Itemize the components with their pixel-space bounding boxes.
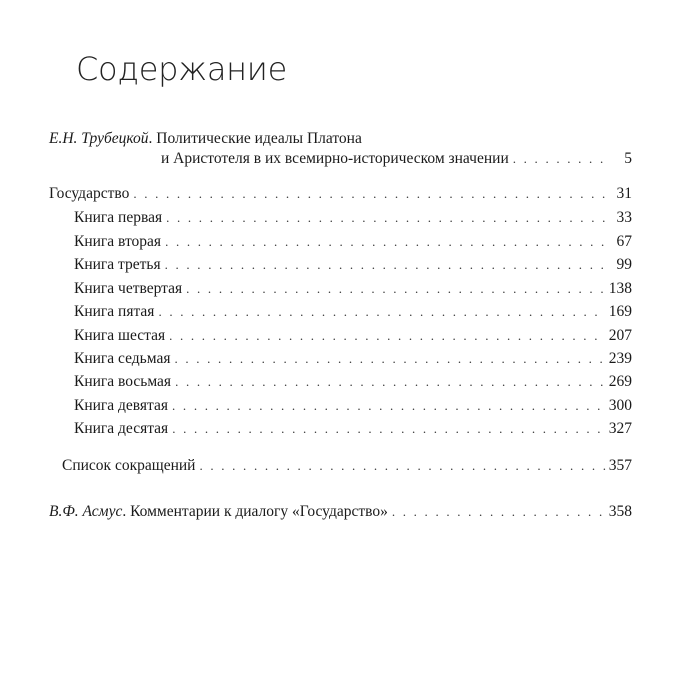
toc-entry-text: Книга третья [74,256,161,273]
toc-leader-dots [158,302,605,322]
toc-leader-dots [166,208,607,228]
toc-leader-dots [165,255,607,275]
toc-page-number: 33 [616,209,632,226]
toc-entry-book-3[interactable] [74,255,632,275]
toc-page-number: 300 [608,397,632,414]
toc-page-number: 99 [616,256,632,273]
toc-entry-text: Книга десятая [74,420,169,437]
toc-entry-text: Книга шестая [74,327,166,344]
toc-entry-trubetskoy[interactable] [161,149,632,169]
toc-page-number: 207 [608,327,632,344]
toc-leader-dots [199,456,605,476]
toc-entry-text: Книга девятая [74,397,169,414]
toc-entry-book-6[interactable] [74,326,632,346]
toc-page-number: 5 [624,150,632,167]
toc-entry-book-9[interactable] [74,396,632,416]
toc-entry-book-2[interactable] [74,232,632,252]
toc-page-number: 138 [608,280,632,297]
toc-leader-dots [174,349,605,369]
toc-page-number: 169 [608,303,632,320]
toc-leader-dots [133,184,607,204]
toc-entry-text: Книга восьмая [74,373,172,390]
toc-leader-dots [172,419,606,439]
toc-entry-trubetskoy-line1 [49,129,362,149]
toc-leader-dots [165,232,607,252]
toc-entry-label [49,502,388,522]
toc-entry-text: Книга вторая [74,233,162,250]
toc-leader-dots [169,326,606,346]
toc-entry-book-1[interactable] [74,208,632,228]
toc-entry-text: Список сокращений [62,457,196,474]
toc-leader-dots [392,502,606,522]
toc-entry-text: Книга седьмая [74,350,171,367]
toc-entry-abbreviations[interactable] [62,456,632,476]
toc-author: Е.Н. Трубецкой [49,130,149,147]
toc-page-number: 327 [608,420,632,437]
toc-entry-book-4[interactable] [74,279,632,299]
toc-leader-dots [175,372,606,392]
toc-entry-text: . Комментарии к диалогу «Государство» [122,503,388,520]
toc-entry-text: Книга четвертая [74,280,183,297]
toc-entry-text: Книга пятая [74,303,155,320]
toc-entry-text: и Аристотеля в их всемирно-историческом значении [161,150,509,167]
toc-entry-text: Книга первая [74,209,163,226]
toc-leader-dots [186,279,606,299]
toc-entry-book-10[interactable] [74,419,632,439]
toc-entry-asmus[interactable] [49,502,632,522]
toc-page-number: 67 [616,233,632,250]
toc-leader-dots [513,149,607,169]
toc-page-number: 239 [608,350,632,367]
toc-page-number: 358 [608,503,632,520]
page-title: Содержание [76,50,287,88]
toc-leader-dots [172,396,606,416]
toc-entry-book-8[interactable] [74,372,632,392]
toc-author: В.Ф. Асмус [49,503,123,520]
toc-entry-book-7[interactable] [74,349,632,369]
toc-entry-book-5[interactable] [74,302,632,322]
toc-page-number: 269 [608,373,632,390]
toc-page-number: 31 [616,185,632,202]
toc-entry-gosudarstvo[interactable] [49,184,632,204]
toc-entry-text: . Политические идеалы Платона [148,130,362,147]
toc-entry-text: Государство [49,185,130,202]
toc-page-number: 357 [608,457,632,474]
